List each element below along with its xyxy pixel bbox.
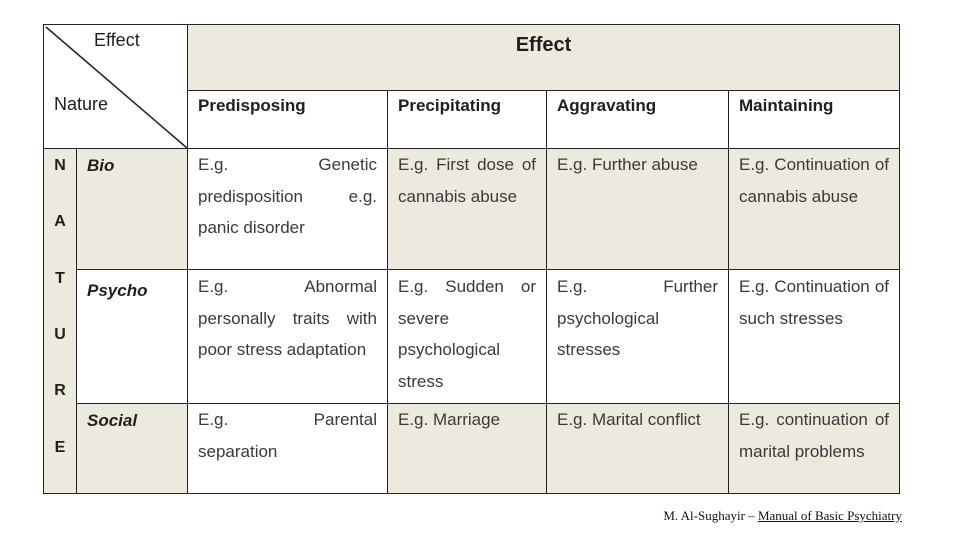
table-cell: E.g. Sudden or severe psychological stress [388,270,547,404]
nature-letter: T [55,269,65,287]
col-header-aggravating: Aggravating [547,91,729,149]
corner-nature-label: Nature [54,94,109,114]
nature-letter: N [54,157,66,174]
col-header-maintaining: Maintaining [729,91,900,149]
row-label-psycho: Psycho [77,270,188,404]
nature-letters-column [43,149,77,494]
nature-letter: U [54,325,66,343]
effect-header [188,24,900,91]
footer-author: M. Al-Sughayir – [663,508,758,523]
table-cell: E.g. Parental separation [188,404,388,494]
col-header-precipitating: Precipitating [388,91,547,149]
table-cell: E.g. Marriage [388,404,547,494]
table-cell: E.g. Further abuse [547,149,729,270]
col-header-predisposing: Predisposing [188,91,388,149]
table-cell: E.g. Marital conflict [547,404,729,494]
nature-letter: A [54,213,66,231]
table-cell: E.g. Further psychological stresses [547,270,729,404]
table-cell: E.g. First dose of cannabis abuse [388,149,547,270]
row-label-bio: Bio [77,149,188,270]
row-label-social: Social [77,404,188,494]
corner-effect-label: Effect [94,30,140,50]
table-cell: E.g. Continuation of cannabis abuse [729,149,900,270]
nature-letter: E [54,438,66,456]
table-cell: E.g. continuation of marital problems [729,404,900,494]
footer-citation [663,508,902,524]
effect-header-title: Effect [515,34,572,56]
table-cell: E.g. Abnormal personally traits with poor stress adaptation [188,270,388,404]
nature-letter: R [54,382,66,400]
table-cell: E.g. Continuation of such stresses [729,270,900,404]
table-cell: E.g. Genetic predisposition e.g. panic disorder [188,149,388,270]
footer-book-title: Manual of Basic Psychiatry [757,508,902,523]
corner-cell [43,24,188,149]
nature-effect-table [43,24,900,494]
